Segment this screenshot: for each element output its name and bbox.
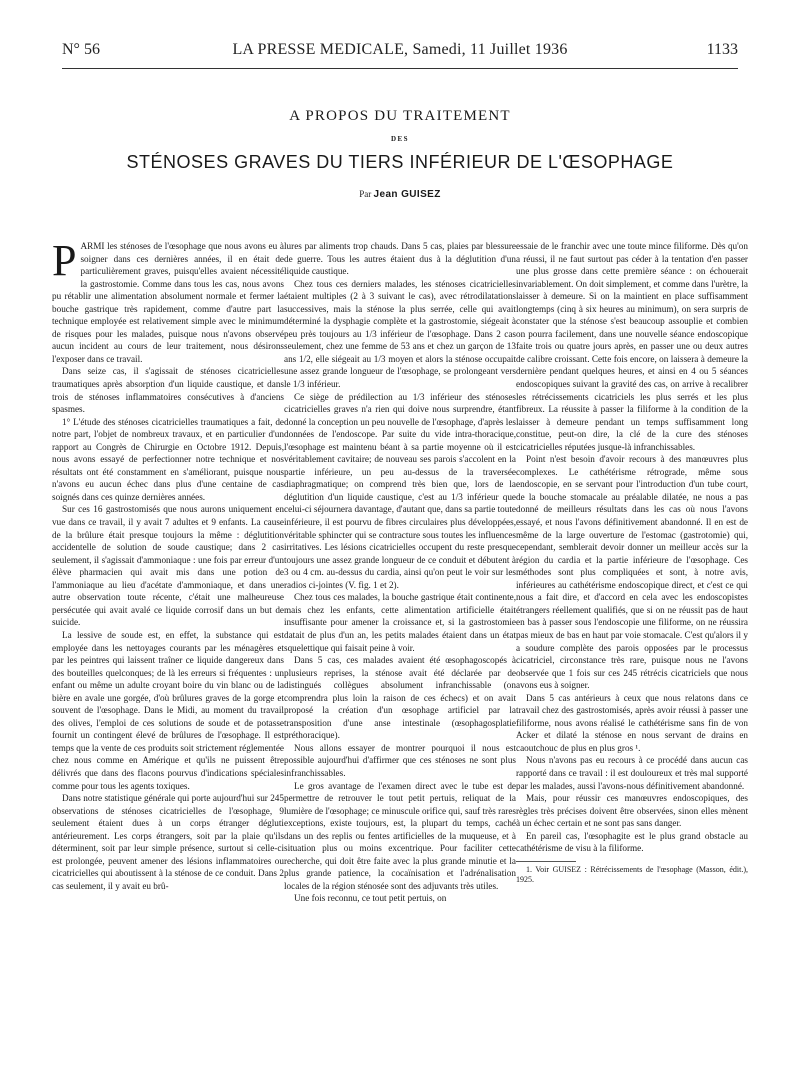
- column-3: [516, 240, 748, 885]
- byline-prefix: Par: [359, 189, 372, 199]
- paragraph: Le gros avantage de l'examen direct avec le tube est de permettre de retrouver le tout petit pertuis, reliquat de la lumière de l'œsophage; ce minuscule orifice qui, sauf très rares exceptions, existe toujours, est, la plupart du temps, caché dans un des replis ou fentes artificielles de la muqueuse, et à situation plus ou moins excentrique. Pour faciliter cette recherche, qui doit être faite avec la plus grande minutie et la plus grande patience, la cocaïnisation et l'adrénalisation locales de la région sténosée sont des adjuvants très utiles.: [284, 780, 516, 891]
- issue-number: N° 56: [62, 41, 100, 58]
- journal-title: LA PRESSE MEDICALE, Samedi, 11 Juillet 1936: [232, 41, 568, 58]
- paragraph: Chez tous ces malades, la bouche gastrique était continente, mais chez les enfants, cette alimentation artificielle était insuffisante pour amener la croissance et, si la gastrostomie datait de plus d'un an, les petits malades étaient dans un état squelettique qui faisait peine à voir.: [284, 592, 516, 653]
- paragraph: Une fois reconnu, ce tout petit pertuis, on: [294, 893, 447, 904]
- paragraph: Dans seize cas, il s'agissait de sténoses cicatricielles traumatiques après absorption d'un liquide caustique, et dans trois de sténoses inflammatoires consécutives à d'anciens spasmes.: [52, 366, 284, 415]
- byline: [0, 189, 800, 200]
- paragraph: Chez tous ces derniers malades, les sténoses cicatricielles étaient multiples (2 à 3 suivant le cas), avec rétrodilatations successives, mais la sténose la plus serrée, celle qui avait déterminé la dysphagie complète et la gastrostomie, siégeait à peu près toujours au 1/3 inférieur de l'œsophage. Dans 2 cas seulement, chez une femme de 53 ans et chez un garçon de 13 ans 1/2, elle siégeait au 1/3 moyen et alors la sténose occupait une assez grande longueur de l'œsophage, se prolongeant vers le 1/3 inférieur.: [284, 278, 516, 390]
- paragraph: essaie de le franchir avec une toute mince filiforme. Dès qu'on a réussi, il ne faut surtout pas céder à la tentation d'en passer une plus grosse dans cette première séance : on échouerait invariablement. On doit simplement, et comme dans l'urètre, la laisser à demeure. Si on la maintient en place suffisamment longtemps (cinq à six heures au minimum), on sera surpris de constater que la sténose s'est beaucoup assouplie et combien on pourra facilement, dans une nouvelle séance endoscopique faite trois ou quatre jours après, en passer une ou deux autres de calibre croissant. Cette fois encore, on laissera à demeure la dernière pendant quelques heures, et ainsi en 4 ou 5 séances endoscopiques suivant la gravité des cas, on arrive à recalibrer les rétrécissements cicatriciels les plus serrés et les plus fibreux. La réussite à passer la filiforme à la condition de la laisser à demeure pendant un temps suffisamment long constitue, peut-on dire, la clé de la cure des sténoses cicatricielles réputées jusque-là infranchissables.: [516, 241, 748, 452]
- page-number: 1133: [706, 41, 738, 58]
- paragraph: Dans 5 cas, ces malades avaient été œsophagoscopés à plusieurs reprises, la sténose avait été déclarée par de distingués collègues absolument infranchissable (on comprendra plus loin la raison de ces échecs) et on avait proposé la création d'un œsophage artificiel par la transposition d'une anse intestinale (œsophagosplatie préthoracique).: [284, 655, 516, 741]
- paragraph: Dans notre statistique générale qui porte aujourd'hui sur 245 observations de sténoses cicatricielles de l'œsophage, 9 seulement étaient dues à un corps étranger dégluti antérieurement. Les corps étrangers, soit par la plaie qu'ils déterminent, soit par leur simple présence, surtout si celle-ci est prolongée, peuvent amener des lésions inflammatoires ou cicatricielles qui aboutissent à la sténose de ce conduit. Dans 2 cas seulement, il y avait eu brû-: [52, 793, 284, 891]
- running-header: [62, 41, 738, 65]
- paragraph: En pareil cas, l'œsophagite est le plus grand obstacle au cathétérisme de visu à la filiforme.: [516, 830, 748, 854]
- article-title: STÉNOSES GRAVES DU TIERS INFÉRIEUR DE L'ŒSOPHAGE: [126, 152, 674, 172]
- drop-cap: P: [52, 236, 77, 285]
- column-2: [284, 240, 516, 905]
- paragraph: Dans 5 cas antérieurs à ceux que nous relatons dans ce travail chez des gastrostomisés, après avoir réussi à passer une filiforme, nous avons réalisé le cathétérisme sans fin de von Acker et dilaté la sténose en nous servant de drains en caoutchouc de plus en plus gros ¹.: [516, 692, 748, 753]
- paragraph: 1° L'étude des sténoses cicatricielles traumatiques a fait, de notre part, l'objet de nombreux travaux, et en particulier d'un rapport au Congrès de Chirurgie en Octobre 1912. Depuis, nous avons essayé de perfectionner notre technique et nos résultats ont été constamment en s'améliorant, puisque nous n'avons eu aucun échec dans plus d'une centaine de cas soignés dans ces quinze dernières années.: [52, 416, 284, 502]
- paragraph: Nous allons essayer de montrer pourquoi il nous est possible aujourd'hui d'affirmer que ces sténoses ne sont plus infranchissables.: [284, 742, 516, 778]
- paragraph: La lessive de soude est, en effet, la substance qui est employée dans les nettoyages courants par les ménagères et par les peintres qui laissent traîner ce liquide dangereux dans des bouteilles quelconques; de là les erreurs si fréquentes : un enfant ou même un adulte croyant boire du vin blanc ou de la bière en avale une gorgée, d'où brûlures graves de la gorge et souvent de l'œsophage. Dans le Midi, au moment du travail des olives, l'emploi de ces solutions de soude et de potasse fournit un contingent élevé de brûlures de l'œsophage. Il est temps que la vente de ces produits soit strictement réglementée chez nous comme en Amérique et qu'ils ne puissent être délivrés que dans des flacons pourvus d'indications spéciales comme pour tous les agents toxiques.: [52, 629, 284, 791]
- article-des: DES: [390, 135, 410, 143]
- article-kicker: A PROPOS DU TRAITEMENT: [289, 108, 511, 124]
- paragraph: PARMI les sténoses de l'œsophage que nous avons eu à soigner dans ces dernières années, il en était de particulièrement graves, puisqu'elles avaient nécessité la gastrostomie. Comme dans tous les cas, nous avons pu rétablir une alimentation absolument normale et fermer la bouche gastrique très rapidement, comme d'autre part la technique employée est relativement simple avec le minimum de risques pour les malades, puisque nous n'avons observé aucun incident au cours de leur traitement, nous désirons l'exposer dans ce travail.: [52, 236, 284, 364]
- footnote-rule: [516, 861, 576, 862]
- header-rule: [62, 68, 738, 69]
- paragraph: lures par aliments trop chauds. Dans 5 cas, plaies par blessure de guerre. Tous les autres étaient dus à la déglutition d'un liquide caustique.: [284, 241, 516, 277]
- paragraph: Ce siège de prédilection au 1/3 inférieur des sténoses cicatricielles graves n'a rien qui doive nous surprendre, étant donné la conception un peu nouvelle de l'œsophage, d'après les données de l'endoscope. Par suite du vide intra-thoracique, l'œsophage est maintenu béant à sa partie moyenne où il est véritablement cavitaire; de nouveau ses parois s'accolent en la partie inférieure, un peu au-dessus de la traversée diaphragmatique; on comprend très bien que, lors de la déglutition d'un liquide caustique, c'est au 1/3 inférieur que celui-ci séjournera davantage, d'autant que, dans sa partie toute inférieure, il est pourvu de fibres circulaires plus développées, véritable sphincter qui se contracture sous toutes les influences irritatives. Les lésions cicatricielles occupent du reste presque toujours une assez grande longueur de ce conduit et débutent à 3 ou 4 cm. au-dessus du cardia, ainsi qu'on peut le voir sur les radios ci-jointes (V. fig. 1 et 2).: [284, 391, 516, 590]
- paragraph: Mais, pour réussir ces manœuvres endoscopiques, des règles très précises doivent être observées, sinon elles mènent à un échec certain et ne sont pas sans danger.: [516, 793, 748, 829]
- author-name: Jean GUISEZ: [373, 189, 441, 200]
- paragraph: Nous n'avons pas eu recours à ce procédé dans aucun cas rapporté dans ce travail : il est douloureux et très mal supporté par les malades, aussi l'avons-nous définitivement abandonné.: [516, 755, 748, 791]
- footnote: 1. Voir GUISEZ : Rétrécissements de l'œsophage (Masson, édit.), 1925.: [516, 864, 748, 884]
- column-1: [52, 236, 284, 892]
- paragraph: Sur ces 16 gastrostomisés que nous aurons uniquement en vue dans ce travail, il y avait 7 adultes et 9 enfants. La cause de la brûlure était presque toujours la même : déglutition accidentelle de solution de soude caustique; dans 2 cas seulement, il s'agissait d'ammoniaque : une fois par erreur d'un élève pharmacien qui avait mis dans une potion de l'ammoniaque au lieu d'acétate d'ammoniaque, et dans une autre observation toute récente, c'était une malheureuse persécutée qui avait avalé ce liquide corrosif dans un but de suicide.: [52, 504, 284, 628]
- paragraph: Point n'est besoin d'avoir recours à des manœuvres plus complexes. Le cathétérisme rétrograde, même sous endoscopie, en se servant pour l'introduction d'un tube court, de la bouche stomacale au préalable dilatée, ne nous a pas donné de meilleurs résultats dans les cas où nous l'avons essayé, et nous l'avons définitivement abandonné. Il en est de même de la large ouverture de l'estomac (gastrotomie) qui, cependant, semblerait devoir donner un meilleur accès sur la région du cardia et la partie inférieure de l'œsophage. Ces méthodes sont plus compliquées et sont, à notre avis, inférieures au cathétérisme endoscopique direct, et c'est ce qui nous a fait dire, et d'accord en cela avec les endoscopistes étrangers réellement qualifiés, que si on ne réussit pas de haut en bas à passer sous l'endoscopie une filiforme, on ne réussira pas mieux de bas en haut par voie stomacale. C'est qu'alors il y a soudure complète des parois opposées par le processus cicatriciel, circonstance très rare, puisque nous ne l'avons observée que 1 fois sur ces 245 rétrécis cicatriciels que nous avons eus à soigner.: [516, 454, 748, 691]
